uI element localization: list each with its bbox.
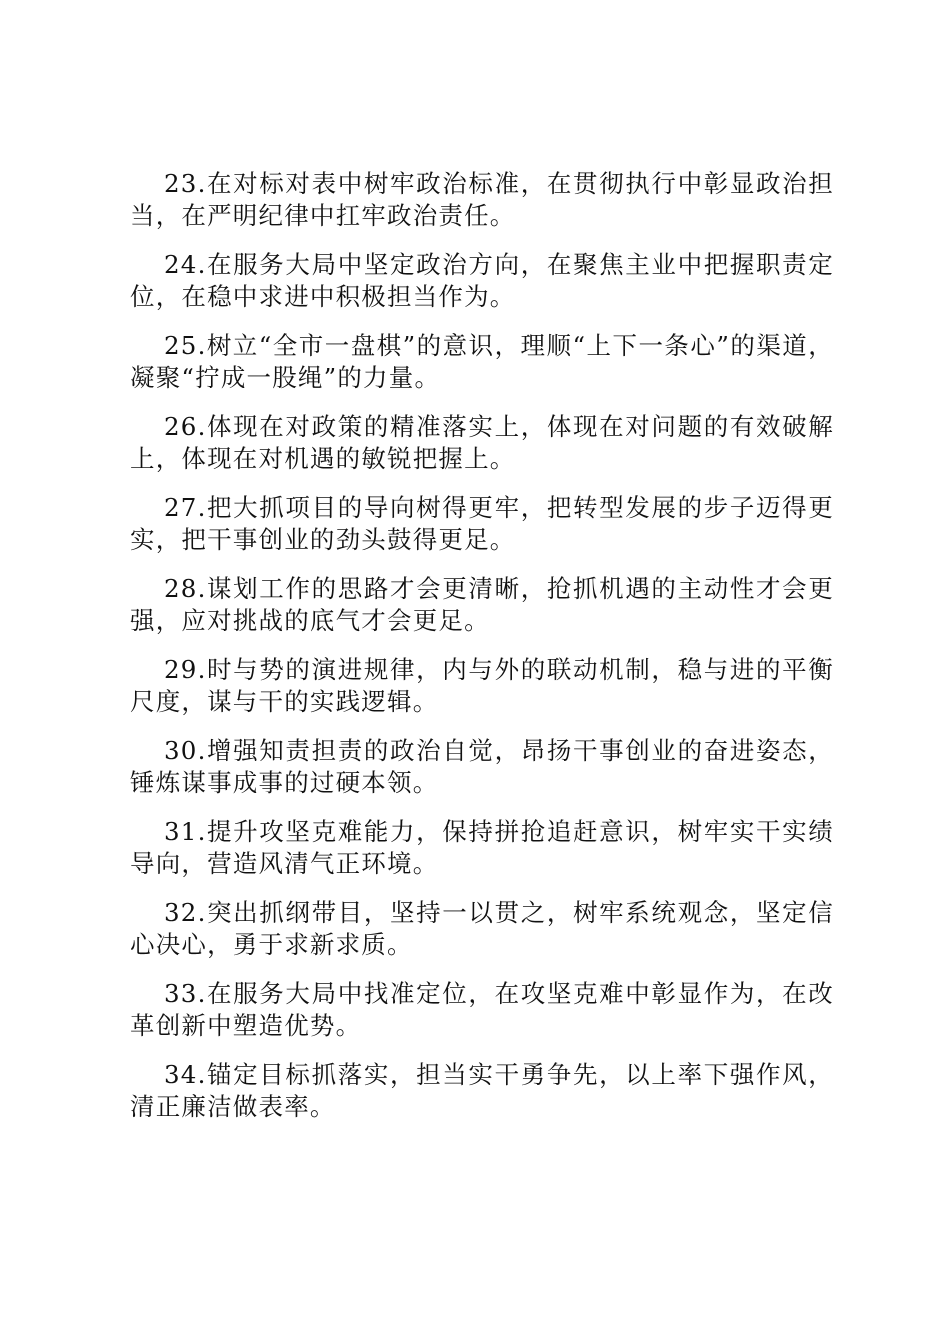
- paragraph-26: 26.体现在对政策的精准落实上，体现在对问题的有效破解上，体现在对机遇的敏锐把握上。: [130, 412, 834, 473]
- paragraph-25: 25.树立“全市一盘棋”的意识，理顺“上下一条心”的渠道，凝聚“拧成一股绳”的力量。: [130, 331, 834, 392]
- paragraph-32: 32.突出抓纲带目，坚持一以贯之，树牢系统观念，坚定信心决心，勇于求新求质。: [130, 898, 834, 959]
- paragraph-29: 29.时与势的演进规律，内与外的联动机制，稳与进的平衡尺度，谋与干的实践逻辑。: [130, 655, 834, 716]
- paragraph-23: 23.在对标对表中树牢政治标准，在贯彻执行中彰显政治担当，在严明纪律中扛牢政治责任。: [130, 169, 834, 230]
- paragraph-34: 34.锚定目标抓落实，担当实干勇争先，以上率下强作风，清正廉洁做表率。: [130, 1060, 834, 1121]
- paragraph-24: 24.在服务大局中坚定政治方向，在聚焦主业中把握职责定位，在稳中求进中积极担当作为。: [130, 250, 834, 311]
- paragraph-30: 30.增强知责担责的政治自觉，昂扬干事创业的奋进姿态，锤炼谋事成事的过硬本领。: [130, 736, 834, 797]
- document-body: [130, 168, 834, 1140]
- paragraph-27: 27.把大抓项目的导向树得更牢，把转型发展的步子迈得更实，把干事创业的劲头鼓得更足。: [130, 493, 834, 554]
- paragraph-31: 31.提升攻坚克难能力，保持拼抢追赶意识，树牢实干实绩导向，营造风清气正环境。: [130, 817, 834, 878]
- paragraph-28: 28.谋划工作的思路才会更清晰，抢抓机遇的主动性才会更强，应对挑战的底气才会更足。: [130, 574, 834, 635]
- paragraph-33: 33.在服务大局中找准定位，在攻坚克难中彰显作为，在改革创新中塑造优势。: [130, 979, 834, 1040]
